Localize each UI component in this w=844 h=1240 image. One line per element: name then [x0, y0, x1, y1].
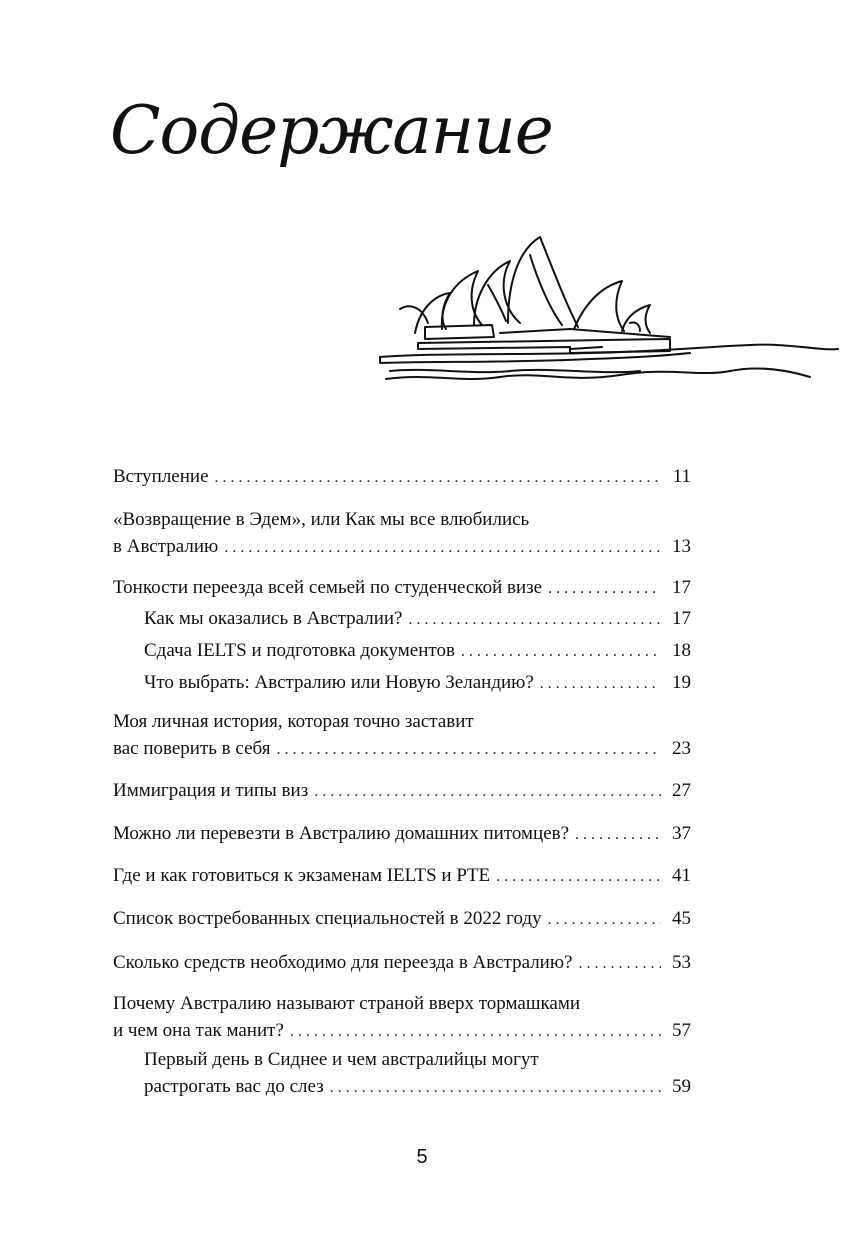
toc-page-number: 17	[672, 577, 691, 598]
toc-entry-line	[113, 949, 691, 977]
toc-entry-line	[113, 1017, 691, 1045]
toc-page-number: 11	[672, 466, 691, 487]
toc-subentry[interactable]	[144, 669, 691, 697]
dot-leader	[215, 464, 661, 491]
opera-shell-left	[442, 271, 482, 329]
toc-entry[interactable]	[113, 463, 691, 491]
dot-leader	[496, 863, 661, 890]
toc-entry-line	[113, 777, 691, 805]
toc-entry[interactable]	[113, 862, 691, 890]
dot-leader	[548, 575, 661, 602]
dot-leader	[330, 1074, 661, 1101]
toc-entry-title-line: Первый день в Сиднее и чем австралийцы могут	[144, 1049, 539, 1070]
dot-leader	[461, 638, 661, 665]
toc-entry-title: в Австралию	[113, 536, 219, 557]
dot-leader	[224, 534, 661, 561]
toc-entry[interactable]	[113, 708, 691, 763]
opera-shell-right	[574, 281, 624, 331]
toc-entry-title: Иммиграция и типы виз	[113, 780, 309, 801]
page-title: Содержание	[110, 92, 553, 169]
dot-leader	[408, 606, 661, 633]
toc-entry-line	[144, 669, 691, 697]
toc-entry-title: и чем она так манит?	[113, 1020, 284, 1041]
harbour-waterline	[380, 345, 838, 357]
toc-entry-title-line: Почему Австралию называют страной вверх тормашками	[113, 993, 581, 1014]
toc-entry[interactable]	[113, 905, 691, 933]
dot-leader	[276, 736, 661, 763]
toc-entry-title: Тонкости переезда всей семьей по студенческой визе	[113, 577, 543, 598]
toc-entry-line	[113, 735, 691, 763]
toc-entry-title: Что выбрать: Австралию или Новую Зеландию?	[144, 672, 534, 693]
toc-subentry[interactable]	[144, 637, 691, 665]
toc-page-number: 57	[672, 1020, 691, 1041]
toc-page-number: 27	[672, 780, 691, 801]
dot-leader	[540, 670, 661, 697]
toc-entry[interactable]	[113, 777, 691, 805]
toc-page-number: 18	[672, 640, 691, 661]
dot-leader	[314, 778, 661, 805]
opera-house-illustration	[370, 225, 844, 405]
toc-entry-title: Как мы оказались в Австралии?	[144, 608, 403, 629]
toc-entry-line	[113, 905, 691, 933]
toc-entry-title: Вступление	[113, 466, 209, 487]
opera-shell-tall	[508, 237, 578, 327]
toc-page-number: 45	[672, 908, 691, 929]
toc-entry-title: Сколько средств необходимо для переезда в Австралию?	[113, 952, 573, 973]
toc-entry[interactable]	[113, 990, 691, 1045]
dot-leader	[290, 1018, 661, 1045]
page-number-footer: 5	[416, 1146, 428, 1168]
toc-entry-line	[113, 533, 691, 561]
toc-entry[interactable]	[113, 949, 691, 977]
toc-entry[interactable]	[113, 506, 691, 561]
toc-entry[interactable]	[113, 820, 691, 848]
toc-entry-line	[113, 820, 691, 848]
toc-entry-line	[144, 605, 691, 633]
toc-subentry[interactable]	[144, 605, 691, 633]
toc-entry-title: Список востребованных специальностей в 2022 году	[113, 908, 542, 929]
toc-page-number: 41	[672, 865, 691, 886]
toc-page-number: 19	[672, 672, 691, 693]
toc-subentry[interactable]	[144, 1046, 691, 1101]
toc-entry-line	[113, 574, 691, 602]
toc-entry-line	[144, 1073, 691, 1101]
toc-entry-line	[113, 862, 691, 890]
toc-entry-line	[113, 463, 691, 491]
toc-entry-title: растрогать вас до слез	[144, 1076, 324, 1097]
toc-entry-title-line: Моя личная история, которая точно заставит	[113, 711, 474, 732]
dot-leader	[548, 906, 661, 933]
toc-entry-title: Сдача IELTS и подготовка документов	[144, 640, 455, 661]
toc-page-number: 13	[672, 536, 691, 557]
toc-page-number: 53	[672, 952, 691, 973]
toc-page-number: 23	[672, 738, 691, 759]
toc-entry-title-line: «Возвращение в Эдем», или Как мы все влюбились	[113, 509, 530, 530]
toc-entry-line	[144, 637, 691, 665]
toc-entry-title: Можно ли перевезти в Австралию домашних питомцев?	[113, 823, 570, 844]
dot-leader	[578, 950, 661, 977]
toc-page-number: 59	[672, 1076, 691, 1097]
toc-entry-title: Где и как готовиться к экзаменам IELTS и PTE	[113, 865, 491, 886]
opera-shell-right-small	[622, 305, 650, 333]
toc-page-number: 17	[672, 608, 691, 629]
dot-leader	[575, 821, 661, 848]
toc-entry-title: вас поверить в себя	[113, 738, 271, 759]
opera-podium	[425, 325, 494, 339]
toc-page-number: 37	[672, 823, 691, 844]
toc-entry[interactable]	[113, 574, 691, 602]
opera-shell-mid-left	[474, 261, 520, 325]
